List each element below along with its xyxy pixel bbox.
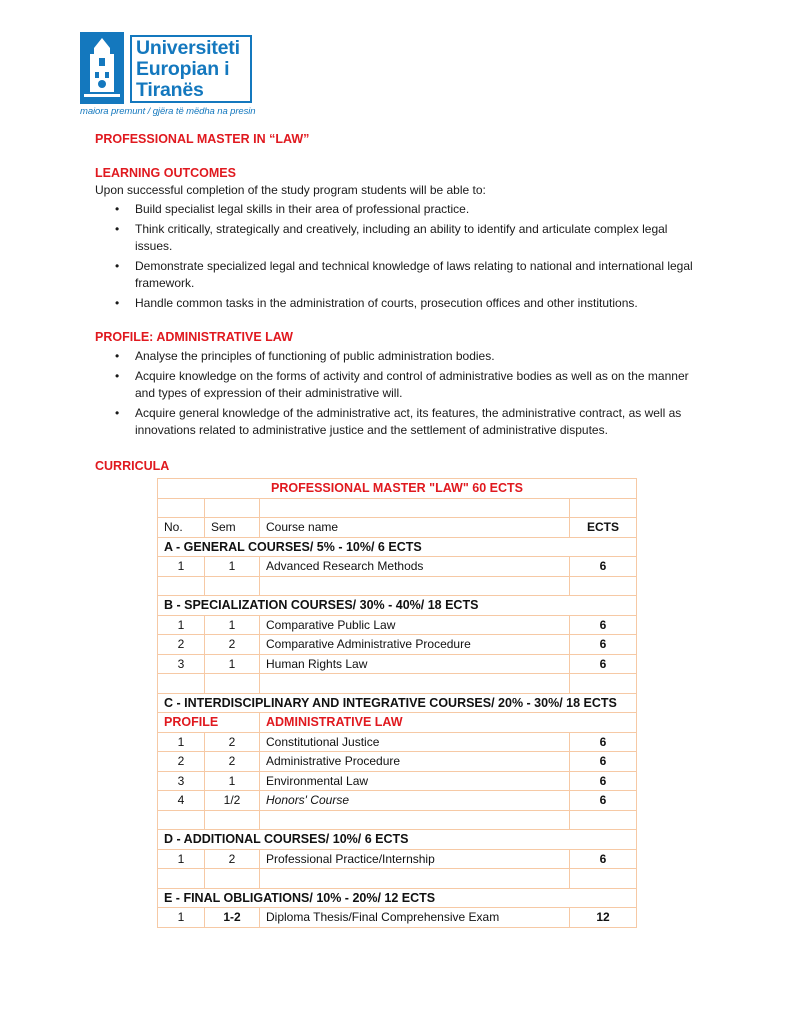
course-sem: 1-2 (205, 908, 260, 928)
table-row (158, 732, 637, 752)
course-no: 1 (158, 557, 205, 577)
table-row (158, 830, 637, 850)
course-name: Professional Practice/Internship (260, 849, 570, 869)
university-tower-icon (80, 32, 124, 104)
course-sem: 2 (205, 635, 260, 655)
table-row (158, 615, 637, 635)
list-item: • Analyse the principles of functioning of public administration bodies. (113, 348, 703, 366)
table-row (158, 674, 637, 694)
page-title: PROFESSIONAL MASTER IN “LAW” (95, 132, 310, 146)
course-ects: 6 (570, 752, 637, 772)
course-ects: 6 (570, 791, 637, 811)
table-row (158, 771, 637, 791)
course-name: Environmental Law (260, 771, 570, 791)
table-row (158, 557, 637, 577)
table-row (158, 791, 637, 811)
list-item: • Acquire knowledge on the forms of activity and control of administrative bodies as well as on the manner and types of expression of their administrative will. (113, 368, 703, 403)
course-name: Diploma Thesis/Final Comprehensive Exam (260, 908, 570, 928)
header-ects: ECTS (570, 518, 637, 538)
course-no: 3 (158, 654, 205, 674)
course-no: 1 (158, 732, 205, 752)
table-row (158, 596, 637, 616)
course-name: Human Rights Law (260, 654, 570, 674)
course-name: Constitutional Justice (260, 732, 570, 752)
table-row (158, 479, 637, 499)
logo-wordmark (130, 35, 252, 103)
course-sem: 1 (205, 654, 260, 674)
table-row (158, 537, 637, 557)
course-no: 3 (158, 771, 205, 791)
course-no: 4 (158, 791, 205, 811)
table-row (158, 576, 637, 596)
list-item: • Acquire general knowledge of the administrative act, its features, the administrative contract, as well as innovations related to administrative justice and the settlement of administrative disputes. (113, 405, 703, 440)
university-logo (80, 32, 270, 120)
list-item: • Build specialist legal skills in their area of professional practice. (113, 201, 703, 219)
table-row (158, 693, 637, 713)
table-row (158, 713, 637, 733)
course-sem: 1/2 (205, 791, 260, 811)
course-sem: 1 (205, 615, 260, 635)
course-sem: 2 (205, 732, 260, 752)
learning-outcomes-intro: Upon successful completion of the study program students will be able to: (95, 183, 486, 197)
section-heading: B - SPECIALIZATION COURSES/ 30% - 40%/ 18 ECTS (158, 596, 637, 616)
profile-list (113, 348, 703, 442)
course-no: 1 (158, 908, 205, 928)
list-item: • Think critically, strategically and creatively, including an ability to identify and articulate complex legal issues. (113, 221, 703, 256)
course-ects: 6 (570, 771, 637, 791)
course-no: 1 (158, 615, 205, 635)
logo-line: Europian i (136, 58, 230, 80)
course-ects: 6 (570, 732, 637, 752)
course-sem: 2 (205, 849, 260, 869)
header-no: No. (158, 518, 205, 538)
table-row (158, 908, 637, 928)
logo-motto: maiora premunt / gjëra të mëdha na presin (80, 106, 256, 117)
course-name: Administrative Procedure (260, 752, 570, 772)
course-name: Comparative Administrative Procedure (260, 635, 570, 655)
course-name: Honors' Course (260, 791, 570, 811)
curricula-heading: CURRICULA (95, 459, 170, 473)
course-name: Comparative Public Law (260, 615, 570, 635)
learning-outcomes-list (113, 201, 703, 314)
course-ects: 12 (570, 908, 637, 928)
table-row (158, 654, 637, 674)
table-row (158, 869, 637, 889)
learning-outcomes-heading: LEARNING OUTCOMES (95, 166, 236, 180)
course-name: Advanced Research Methods (260, 557, 570, 577)
table-row (158, 635, 637, 655)
section-heading: E - FINAL OBLIGATIONS/ 10% - 20%/ 12 ECTS (158, 888, 637, 908)
logo-line: Tiranës (136, 79, 204, 101)
table-row (158, 752, 637, 772)
table-header-row (158, 518, 637, 538)
course-ects: 6 (570, 635, 637, 655)
course-no: 1 (158, 849, 205, 869)
list-item: • Demonstrate specialized legal and technical knowledge of laws relating to national and international legal framework. (113, 258, 703, 293)
logo-line: Universiteti (136, 37, 240, 59)
course-ects: 6 (570, 615, 637, 635)
section-heading: D - ADDITIONAL COURSES/ 10%/ 6 ECTS (158, 830, 637, 850)
course-sem: 1 (205, 557, 260, 577)
list-item: • Handle common tasks in the administration of courts, prosecution offices and other institutions. (113, 295, 703, 313)
table-row (158, 810, 637, 830)
course-ects: 6 (570, 849, 637, 869)
profile-name: ADMINISTRATIVE LAW (260, 713, 637, 733)
table-title: PROFESSIONAL MASTER "LAW" 60 ECTS (158, 479, 637, 499)
section-heading: A - GENERAL COURSES/ 5% - 10%/ 6 ECTS (158, 537, 637, 557)
table-row (158, 498, 637, 518)
header-course: Course name (260, 518, 570, 538)
profile-label: PROFILE (158, 713, 260, 733)
course-sem: 2 (205, 752, 260, 772)
curricula-table (157, 478, 637, 928)
profile-heading: PROFILE: ADMINISTRATIVE LAW (95, 330, 293, 344)
course-sem: 1 (205, 771, 260, 791)
header-sem: Sem (205, 518, 260, 538)
table-row (158, 888, 637, 908)
course-no: 2 (158, 635, 205, 655)
course-ects: 6 (570, 557, 637, 577)
course-ects: 6 (570, 654, 637, 674)
table-row (158, 849, 637, 869)
section-heading: C - INTERDISCIPLINARY AND INTEGRATIVE COURSES/ 20% - 30%/ 18 ECTS (158, 693, 637, 713)
course-no: 2 (158, 752, 205, 772)
